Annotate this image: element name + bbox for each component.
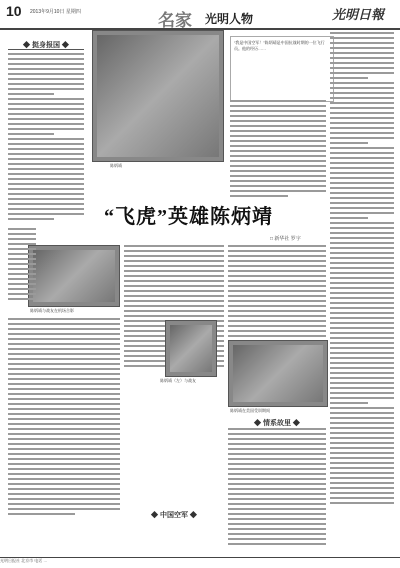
divider — [8, 49, 84, 50]
newspaper-logo: 光明日報 — [332, 7, 385, 22]
page-header — [0, 0, 400, 30]
quote-box: “我是中国空军！”陈炳靖是中国抗战时期的一位飞行员。他的经历…… — [230, 36, 334, 102]
page-number: 10 — [6, 3, 22, 19]
text-column-6 — [228, 428, 326, 548]
issue-date: 2013年9月10日 星期四 — [30, 9, 81, 15]
photo-training — [228, 340, 328, 407]
photo-caption: 陈炳靖 — [110, 163, 122, 168]
page-footer: 光明日报社 北京市 电话 … — [0, 557, 400, 568]
photo-squad — [28, 245, 120, 307]
mid-section-heading: ◆ 中国空军 ◆ — [151, 512, 197, 519]
text-column-4 — [124, 245, 224, 545]
photo-caption: 陈炳靖在美国受训期间 — [230, 408, 270, 413]
right-section-heading: ◆ 情系故里 ◆ — [254, 420, 300, 427]
text-column-quote-below — [230, 100, 326, 200]
section-title: 名家 — [158, 11, 192, 30]
section-subtitle: 光明人物 — [205, 12, 254, 26]
photo-caption: 陈炳靖（左）与战友 — [160, 378, 196, 383]
left-section-heading: ◆ 挺身报国 ◆ — [23, 42, 69, 49]
photo-portrait — [92, 30, 224, 162]
main-headline: “飞虎”英雄陈炳靖 — [104, 206, 273, 228]
text-column-right — [330, 32, 394, 522]
text-column-5 — [228, 245, 326, 355]
text-column-1 — [8, 53, 84, 223]
byline: □ 新华社 罗宇 — [270, 236, 301, 242]
text-column-3 — [8, 318, 120, 538]
photo-caption: 陈炳靖与战友在机场合影 — [30, 308, 74, 313]
photo-small — [165, 320, 217, 377]
